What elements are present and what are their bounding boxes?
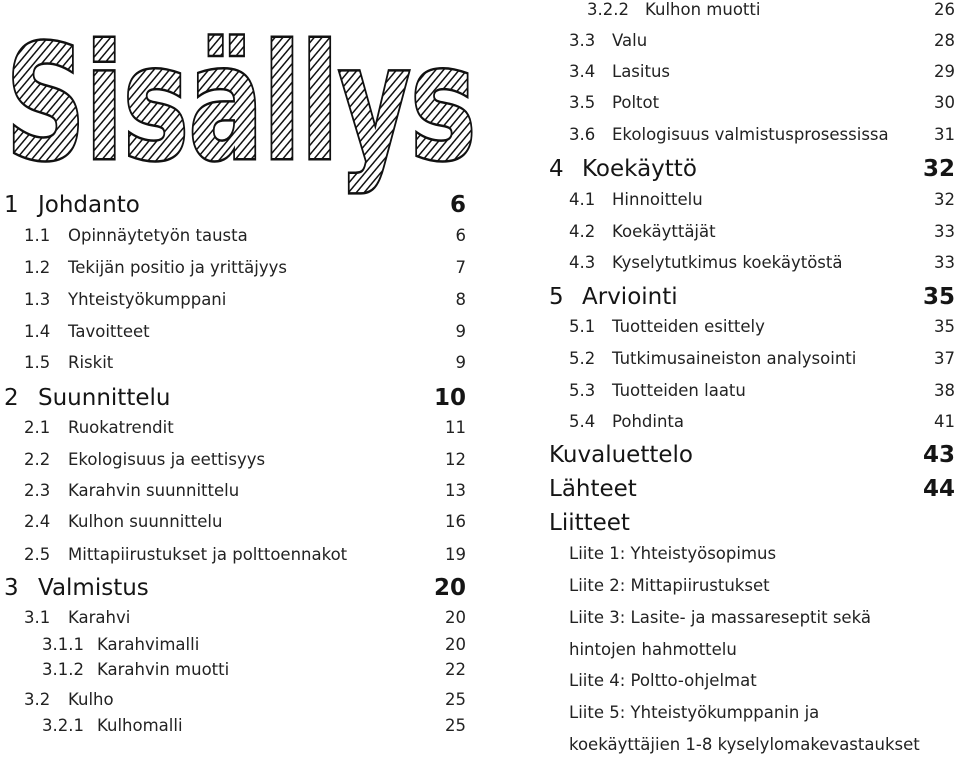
toc-number: 3.1.2	[42, 660, 84, 679]
toc-number: 1.5	[24, 353, 51, 372]
toc-label: Tavoitteet	[68, 322, 150, 341]
toc-entry[interactable]	[0, 349, 959, 379]
toc-label: Kulhon muotti	[645, 0, 761, 19]
toc-number: 3.4	[569, 62, 596, 81]
toc-label: Kulho	[68, 690, 114, 709]
toc-entry[interactable]	[0, 253, 959, 283]
toc-entry[interactable]	[0, 125, 959, 155]
toc-entry[interactable]	[0, 222, 959, 252]
toc-label: Riskit	[68, 353, 114, 372]
toc-entry[interactable]	[0, 412, 959, 442]
toc-number: 5.4	[569, 412, 596, 431]
toc-label: Tutkimusaineiston analysointi	[612, 349, 857, 368]
toc-entry[interactable]	[0, 62, 959, 92]
toc-number: 2.1	[24, 418, 51, 437]
toc-label: Yhteistyökumppani	[68, 290, 227, 309]
toc-label: Karahvimalli	[97, 635, 200, 654]
toc-page-number: 20	[445, 635, 466, 654]
toc-number: 2.3	[24, 481, 51, 500]
toc-label: Tuotteiden esittely	[612, 317, 765, 336]
toc-page-number: 32	[934, 190, 955, 209]
appendix-label: Liite 3: Lasite- ja massareseptit sekä	[569, 608, 871, 627]
toc-entry[interactable]	[0, 381, 959, 411]
toc-number: 3.2.2	[587, 0, 629, 19]
toc-page-number: 33	[934, 222, 955, 241]
toc-page-number: 41	[934, 412, 955, 431]
toc-number: 3.2	[24, 690, 51, 709]
toc-label: Johdanto	[38, 192, 140, 218]
toc-number: 4.2	[569, 222, 596, 241]
toc-number: 2.5	[24, 545, 51, 564]
toc-label: Valu	[612, 31, 648, 50]
toc-label: Lasitus	[612, 62, 671, 81]
toc-label: Ruokatrendit	[68, 418, 174, 437]
toc-number: 3.3	[569, 31, 596, 50]
toc-label: Poltot	[612, 93, 660, 112]
toc-number: 3.5	[569, 93, 596, 112]
toc-number: 1	[4, 192, 19, 218]
toc-page-number: 35	[934, 317, 955, 336]
toc-number: 5.3	[569, 381, 596, 400]
toc-label: Kuvaluettelo	[549, 442, 693, 468]
toc-label: Pohdinta	[612, 412, 685, 431]
toc-page-number: 16	[445, 512, 466, 531]
toc-page-number: 30	[934, 93, 955, 112]
appendix-label: Liite 2: Mittapiirustukset	[569, 576, 770, 595]
toc-entry[interactable]	[0, 660, 959, 690]
toc-label: Hinnoittelu	[612, 190, 703, 209]
toc-page-number: 32	[922, 156, 955, 182]
toc-page-number: 13	[445, 481, 466, 500]
toc-label: Karahvin muotti	[97, 660, 230, 679]
toc-number: 2.4	[24, 512, 51, 531]
toc-number: 1.4	[24, 322, 51, 341]
toc-number: 5	[549, 284, 564, 310]
toc-label: Tuotteiden laatu	[612, 381, 746, 400]
toc-page-number: 31	[934, 125, 955, 144]
toc-chapter[interactable]	[0, 284, 959, 314]
toc-page-number: 44	[922, 476, 955, 502]
toc-page-number: 22	[445, 660, 466, 679]
toc-page-number: 6	[449, 192, 466, 218]
toc-number: 2.2	[24, 450, 51, 469]
toc-label: Karahvi	[68, 608, 131, 627]
toc-label: Valmistus	[38, 575, 149, 601]
toc-page-number: 38	[934, 381, 955, 400]
appendix-label: hintojen hahmottelu	[569, 640, 737, 659]
toc-page-number: 7	[455, 258, 466, 277]
toc-page-number: 9	[455, 322, 466, 341]
toc-label: Kulhomalli	[97, 716, 183, 735]
toc-page-number: 26	[934, 0, 955, 19]
appendix-label: Liite 4: Poltto-ohjelmat	[569, 671, 757, 690]
toc-label: Lähteet	[549, 476, 637, 502]
toc-number: 3.1.1	[42, 635, 84, 654]
toc-label: Arviointi	[582, 284, 678, 310]
toc-label: Karahvin suunnittelu	[68, 481, 240, 500]
toc-number: 4.3	[569, 253, 596, 272]
toc-number: 4.1	[569, 190, 596, 209]
toc-page-number: 43	[922, 442, 955, 468]
toc-chapter[interactable]	[0, 476, 959, 506]
appendix-label: koekäyttäjien 1-8 kyselylomakevastaukset	[569, 735, 920, 754]
toc-page-number: 33	[934, 253, 955, 272]
toc-number: 3.6	[569, 125, 596, 144]
toc-page-number: 29	[934, 62, 955, 81]
appendix-label: Liite 1: Yhteistyösopimus	[569, 544, 777, 563]
toc-label: Tekijän positio ja yrittäjyys	[68, 258, 287, 277]
toc-page-number: 8	[455, 290, 466, 309]
toc-number: 5.1	[569, 317, 596, 336]
toc-label: Opinnäytetyön tausta	[68, 226, 248, 245]
toc-entry[interactable]	[0, 31, 959, 61]
toc-label: Kulhon suunnittelu	[68, 512, 223, 531]
toc-label: Ekologisuus valmistusprosessissa	[612, 125, 889, 144]
toc-number: 3.2.1	[42, 716, 84, 735]
toc-page-number: 20	[445, 608, 466, 627]
toc-page-number: 9	[455, 353, 466, 372]
toc-page-number: 20	[433, 575, 466, 601]
toc-label: Kyselytutkimus koekäytöstä	[612, 253, 843, 272]
toc-chapter[interactable]	[0, 575, 959, 605]
toc-page-number: 6	[455, 226, 466, 245]
toc-page-number: 19	[445, 545, 466, 564]
toc-label: Liitteet	[549, 510, 630, 536]
toc-entry[interactable]	[0, 545, 959, 575]
toc-page-number: 28	[934, 31, 955, 50]
toc-chapter[interactable]	[0, 442, 959, 472]
toc-page-number: 10	[433, 385, 466, 411]
toc-page-number: 11	[445, 418, 466, 437]
appendix-label: Liite 5: Yhteistyökumppanin ja	[569, 703, 820, 722]
toc-number: 5.2	[569, 349, 596, 368]
toc-number: 3	[4, 575, 19, 601]
toc-label: Ekologisuus ja eettisyys	[68, 450, 266, 469]
toc-number: 1.1	[24, 226, 51, 245]
toc-label: Koekäyttäjät	[612, 222, 716, 241]
toc-page-number: 12	[445, 450, 466, 469]
toc-entry[interactable]	[0, 317, 959, 347]
toc-page-number: 35	[922, 284, 955, 310]
toc-entry[interactable]	[0, 0, 959, 30]
toc-number: 4	[549, 156, 564, 182]
toc-label: Mittapiirustukset ja polttoennakot	[68, 545, 348, 564]
toc-page-number: 25	[445, 690, 466, 709]
toc-chapter[interactable]	[0, 156, 959, 186]
title-text: Sisällys	[6, 12, 476, 196]
toc-entry[interactable]	[0, 93, 959, 123]
toc-label: Suunnittelu	[38, 385, 171, 411]
toc-label: Koekäyttö	[582, 156, 697, 182]
toc-page-number: 25	[445, 716, 466, 735]
toc-entry[interactable]	[0, 190, 959, 220]
toc-number: 1.2	[24, 258, 51, 277]
toc-number: 3.1	[24, 608, 51, 627]
toc-page-number: 37	[934, 349, 955, 368]
toc-number: 1.3	[24, 290, 51, 309]
toc-number: 2	[4, 385, 19, 411]
toc-chapter[interactable]	[0, 510, 959, 540]
